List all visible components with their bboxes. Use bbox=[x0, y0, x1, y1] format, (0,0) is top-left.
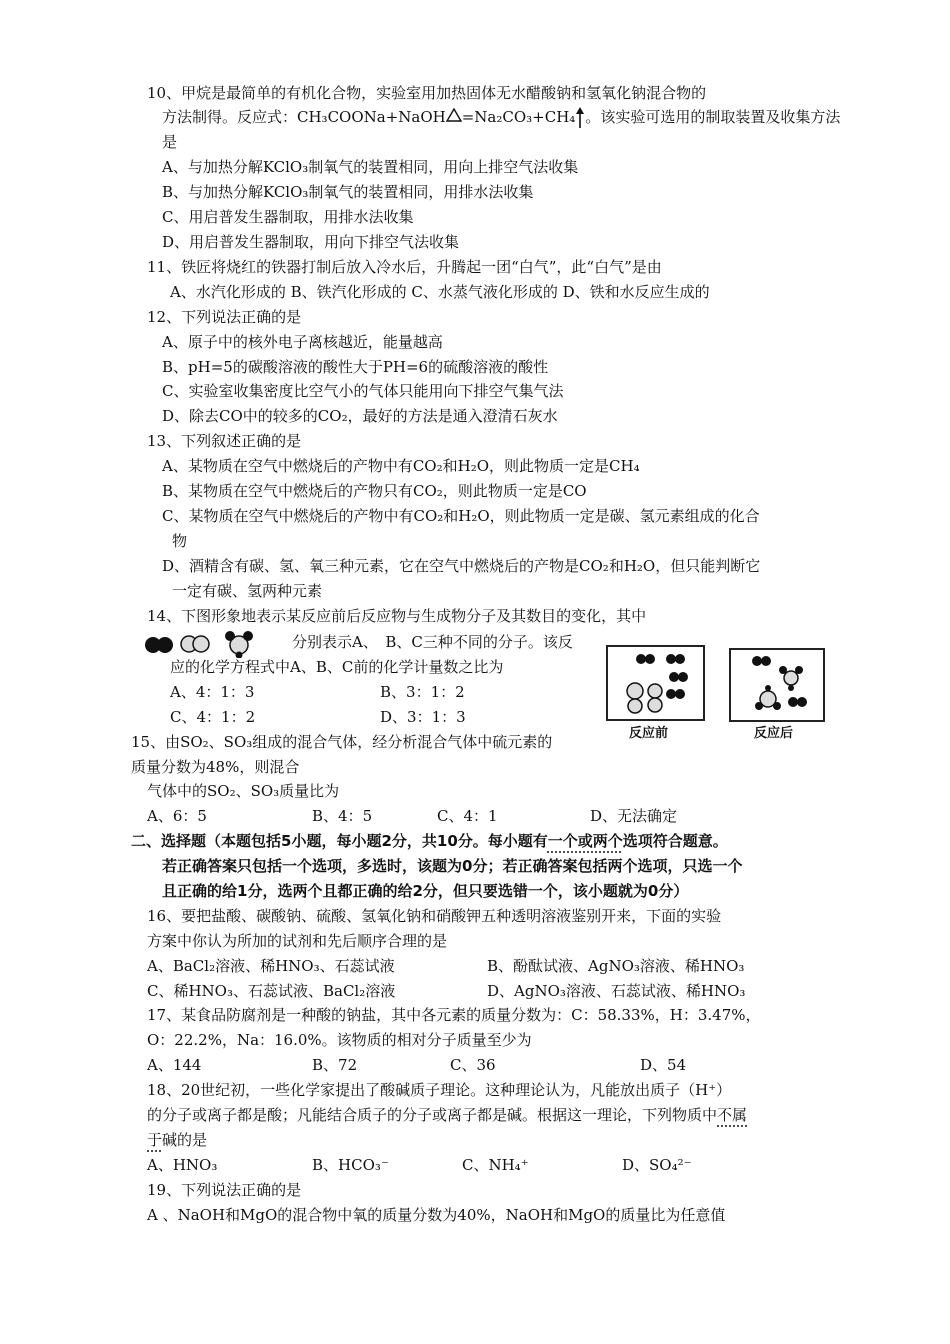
section2-emphasis: 一个或两个 bbox=[547, 832, 623, 850]
q16-option-a: A、BaCl₂溶液、稀HNO₃、石蕊试液 bbox=[147, 957, 395, 975]
q11-line1: 11、铁匠将烧红的铁器打制后放入冷水后，升腾起一团“白气”，此“白气”是由 bbox=[147, 258, 662, 276]
q16-option-c: C、稀HNO₃、石蕊试液、BaCl₂溶液 bbox=[147, 982, 396, 1000]
section2-heading-a: 二、选择题（本题包括5小题，每小题2分，共10分。每小题有 bbox=[131, 832, 548, 850]
molecule-a-icon bbox=[669, 672, 688, 682]
q18-emphasis-yu: 于 bbox=[147, 1131, 163, 1149]
q15-option-c: C、4：1 bbox=[437, 807, 498, 825]
q18-line2a: 的分子或离子都是酸；凡能结合质子的分子或离子都是碱。根据这一理论，下列物质中 bbox=[147, 1106, 718, 1124]
q14-line1: 14、下图形象地表示某反应前后反应物与生成物分子及其数目的变化，其中 bbox=[147, 607, 647, 625]
gas-up-arrow-icon bbox=[575, 107, 585, 134]
q10-line2a: 方法制得。反应式：CH₃COONa+NaOH bbox=[162, 108, 446, 126]
q14-option-c: C、4：1：2 bbox=[170, 708, 256, 726]
q13-option-c-line1: C、某物质在空气中燃烧后的产物中有CO₂和H₂O，则此物质一定是碳、氢元素组成的化合 bbox=[162, 507, 760, 525]
section2-heading-line2: 若正确答案只包括一个选项，多选时，该题为0分；若正确答案包括两个选项，只选一个 bbox=[162, 857, 743, 875]
q13-option-a: A、某物质在空气中燃烧后的产物中有CO₂和H₂O，则此物质一定是CH₄ bbox=[162, 457, 640, 475]
section2-heading-c: 选项符合题意。 bbox=[622, 832, 728, 850]
q15-line2: 质量分数为48%，则混合 bbox=[131, 758, 300, 776]
caption-before: 反应前 bbox=[629, 726, 669, 741]
q12-option-d: D、除去CO中的较多的CO₂，最好的方法是通入澄清石灰水 bbox=[162, 407, 558, 425]
q14-line2: 分别表示A、 B、C三种不同的分子。该反 bbox=[292, 633, 573, 651]
q10-option-d: D、用启普发生器制取，用向下排空气法收集 bbox=[162, 233, 460, 251]
q13-option-d-line1: D、酒精含有碳、氢、氧三种元素，它在空气中燃烧后的产物是CO₂和H₂O，但只能判断它 bbox=[162, 557, 761, 575]
q15-line1: 15、由SO₂、SO₃组成的混合气体，经分析混合气体中硫元素的 bbox=[131, 733, 553, 751]
q13-option-c-line2: 物 bbox=[172, 532, 188, 550]
q12-option-c: C、实验室收集密度比空气小的气体只能用向下排空气集气法 bbox=[162, 382, 564, 400]
q13-line1: 13、下列叙述正确的是 bbox=[147, 432, 302, 450]
q15-option-d: D、无法确定 bbox=[590, 807, 678, 825]
q18-emphasis-not: 不属 bbox=[717, 1106, 748, 1124]
q12-option-b: B、pH=5的碳酸溶液的酸性大于PH=6的硫酸溶液的酸性 bbox=[162, 358, 549, 376]
q10-line2b: =Na₂CO₃+CH₄ bbox=[461, 108, 576, 126]
q12-line1: 12、下列说法正确的是 bbox=[147, 308, 302, 326]
q13-option-d-line2: 一定有碳、氢两种元素 bbox=[172, 582, 323, 600]
q16-line2: 方案中你认为所加的试剂和先后顺序合理的是 bbox=[147, 932, 448, 950]
q17-option-b: B、72 bbox=[312, 1056, 358, 1074]
molecule-c-icon bbox=[225, 631, 253, 658]
molecule-a-icon bbox=[752, 656, 771, 666]
reaction-before-box bbox=[606, 645, 705, 721]
q15-option-b: B、4：5 bbox=[312, 807, 373, 825]
q10-option-a: A、与加热分解KClO₃制氧气的装置相同，用向上排空气法收集 bbox=[162, 158, 579, 176]
molecule-a-icon bbox=[666, 689, 685, 699]
q17-option-c: C、36 bbox=[450, 1056, 496, 1074]
q10-line3: 是 bbox=[162, 133, 178, 151]
reaction-after-box bbox=[729, 648, 825, 722]
molecule-b-icon bbox=[648, 684, 662, 712]
q14-option-a: A、4：1：3 bbox=[170, 683, 255, 701]
q17-option-a: A、144 bbox=[147, 1056, 202, 1074]
molecule-a-icon bbox=[666, 654, 685, 664]
molecule-c-icon bbox=[755, 685, 781, 710]
caption-after: 反应后 bbox=[754, 726, 794, 741]
q13-option-b: B、某物质在空气中燃烧后的产物只有CO₂，则此物质一定是CO bbox=[162, 482, 587, 500]
q10-option-c: C、用启普发生器制取，用排水法收集 bbox=[162, 208, 414, 226]
q10-line1: 10、甲烷是最简单的有机化合物，实验室用加热固体无水醋酸钠和氢氧化钠混合物的 bbox=[147, 84, 707, 102]
q19-line1: 19、下列说法正确的是 bbox=[147, 1181, 302, 1199]
molecule-a-icon bbox=[145, 637, 173, 653]
q17-line1: 17、某食品防腐剂是一种酸的钠盐，其中各元素的质量分数为：C：58.33%，H：3.47%， bbox=[147, 1006, 761, 1024]
q16-line1: 16、要把盐酸、碳酸钠、硫酸、氢氧化钠和硝酸钾五种透明溶液鉴别开来，下面的实验 bbox=[147, 907, 722, 925]
q18-option-a: A、HNO₃ bbox=[147, 1156, 218, 1174]
q15-line3: 气体中的SO₂、SO₃质量比为 bbox=[147, 782, 340, 800]
q12-option-a: A、原子中的核外电子离核越近，能量越高 bbox=[162, 333, 443, 351]
molecule-legend bbox=[143, 630, 273, 658]
q14-option-b: B、3：1：2 bbox=[380, 683, 465, 701]
q10-line2c: 。该实验可选用的制取装置及收集方法 bbox=[585, 108, 841, 126]
q10-line2 bbox=[162, 107, 840, 127]
q18-option-d: D、SO₄²⁻ bbox=[622, 1156, 692, 1174]
q15-option-a: A、6：5 bbox=[147, 807, 207, 825]
molecule-a-icon bbox=[788, 697, 807, 707]
q18-line3 bbox=[147, 1130, 207, 1150]
q18-line1: 18、20世纪初，一些化学家提出了酸碱质子理论。这种理论认为，凡能放出质子（H⁺） bbox=[147, 1081, 732, 1099]
q17-option-d: D、54 bbox=[640, 1056, 687, 1074]
q14-line3: 应的化学方程式中A、B、C前的化学计量数之比为 bbox=[170, 658, 504, 676]
q18-line2 bbox=[147, 1105, 747, 1125]
section2-heading-line3: 且正确的给1分，选两个且都正确的给2分，但只要选错一个，该小题就为0分） bbox=[162, 882, 689, 900]
molecule-a-icon bbox=[636, 654, 655, 664]
molecule-b-icon bbox=[627, 683, 643, 713]
q11-options: A、水汽化形成的 B、铁汽化形成的 C、水蒸气液化形成的 D、铁和水反应生成的 bbox=[170, 283, 710, 301]
q16-option-b: B、酚酞试液、AgNO₃溶液、稀HNO₃ bbox=[487, 957, 745, 975]
q18-option-c: C、NH₄⁺ bbox=[462, 1156, 529, 1174]
q10-option-b: B、与加热分解KClO₃制氧气的装置相同，用排水法收集 bbox=[162, 183, 534, 201]
q19-option-a: A 、NaOH和MgO的混合物中氧的质量分数为40%，NaOH和MgO的质量比为任意值 bbox=[147, 1206, 726, 1224]
section2-heading-line1 bbox=[131, 831, 728, 851]
q18-line3b: 碱的是 bbox=[162, 1131, 208, 1149]
q14-option-d: D、3：1：3 bbox=[380, 708, 466, 726]
q16-option-d: D、AgNO₃溶液、石蕊试液、稀HNO₃ bbox=[487, 982, 746, 1000]
molecule-c-icon bbox=[779, 666, 803, 691]
q17-line2: O：22.2%，Na：16.0%。该物质的相对分子质量至少为 bbox=[147, 1031, 532, 1049]
heat-triangle-icon bbox=[446, 107, 462, 127]
molecule-b-icon bbox=[181, 636, 209, 652]
q18-option-b: B、HCO₃⁻ bbox=[312, 1156, 389, 1174]
